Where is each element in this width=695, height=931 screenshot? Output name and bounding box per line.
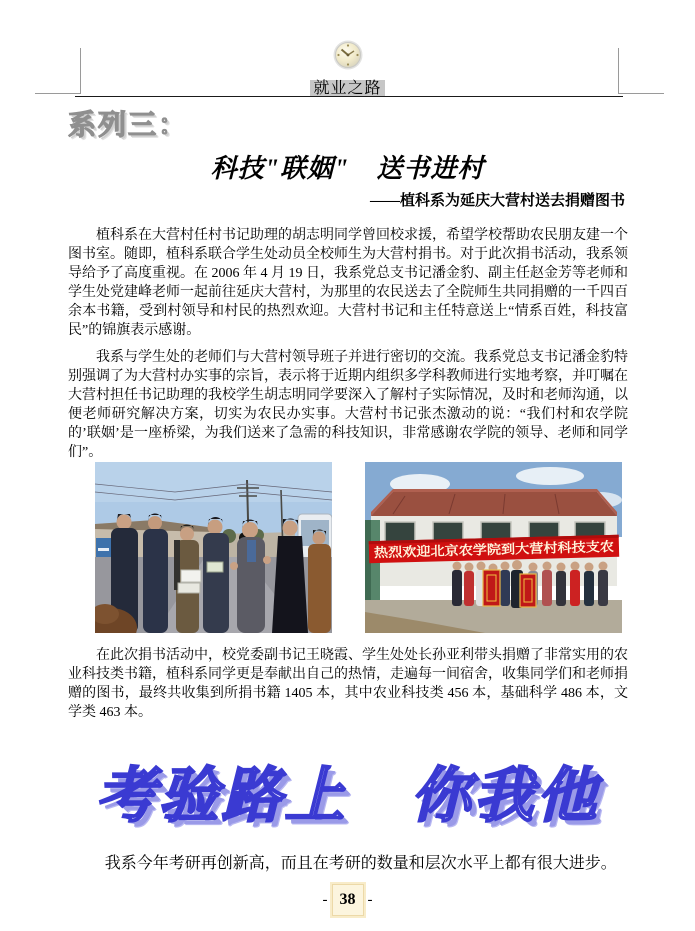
article-title: 科技"联姻" 送书进村 <box>210 154 485 183</box>
article-paragraph: 我系与学生处的老师们与大营村领导班子并进行密切的交流。我系党总支书记潘金豹特别强调了为大营村办实事的宗旨，表示将于近期内组织多学科教师进行实地考察，并叮嘱在大营村担任书记助理的我校学生胡志明同学要深入了解村子实际情况，及时和老师沟通，以便老师研究解决方案，切实为农民办实事。大营村书记张杰激动的说：“我们村和农学院的’联姻’是一座桥梁，为我们送来了急需的科技知识，非常感谢农学院的领导、老师和同学们”。 <box>68 350 628 460</box>
article-paragraph: 植科系在大营村任村书记助理的胡志明同学曾回校求援，希望学校帮助农民朋友建一个图书室。随即，植科系联合学生处动员全校师生为大营村捐书。对于此次捐书活动，我系领导给予了高度重视。在 2006 年 4 月 19 日，我系党总支书记潘金豹、副主任赵金芳等老师和学生处党建峰老师一起前往延庆大营村，为那里的农民送去了全院师生共同捐赠的一千四百余本书籍，受到村领导和村民的热烈欢迎。大营村书记和主任特意送上“情系百姓，科技富民”的锦旗表示感谢。 <box>68 228 628 338</box>
photo-street-discussion <box>95 462 332 633</box>
page-number-dash-right: - <box>367 891 373 908</box>
article-paragraph: 在此次捐书活动中，校党委副书记王晓霞、学生处处长孙亚利带头捐赠了非常实用的农业科技类书籍，植科系同学更是奉献出自己的热情，走遍每一间宿舍，收集同学们和老师捐赠的图书，最终共收集到所捐书籍 1405 本，其中农业科技类 456 本，基础科学 486 本，文学类 463 本。 <box>68 648 628 720</box>
photo-banner-group <box>365 462 622 633</box>
closing-paragraph: 我系今年考研再创新高，而且在考研的数量和层次水平上都有很大进步。 <box>104 855 617 872</box>
banner-group-image <box>365 462 622 633</box>
page-footer <box>0 884 695 916</box>
banner-text: 热烈欢迎北京农学院到大营村科技支农 <box>373 539 596 561</box>
photo-row <box>95 462 622 633</box>
masthead-logo <box>0 38 695 77</box>
clock-icon <box>331 38 365 72</box>
masthead-title: 就业之路 <box>0 75 695 98</box>
article-subtitle: ——植科系为延庆大营村送去捐赠图书 <box>369 193 625 209</box>
header-rule <box>75 96 623 97</box>
page-number: 38 <box>332 884 364 916</box>
street-discussion-image <box>95 462 332 633</box>
wordart-slogan: 考验路上 你我他 <box>95 762 600 829</box>
page-number-dash-left: - <box>322 891 328 908</box>
series-label-wordart: 系列三： <box>68 109 189 140</box>
